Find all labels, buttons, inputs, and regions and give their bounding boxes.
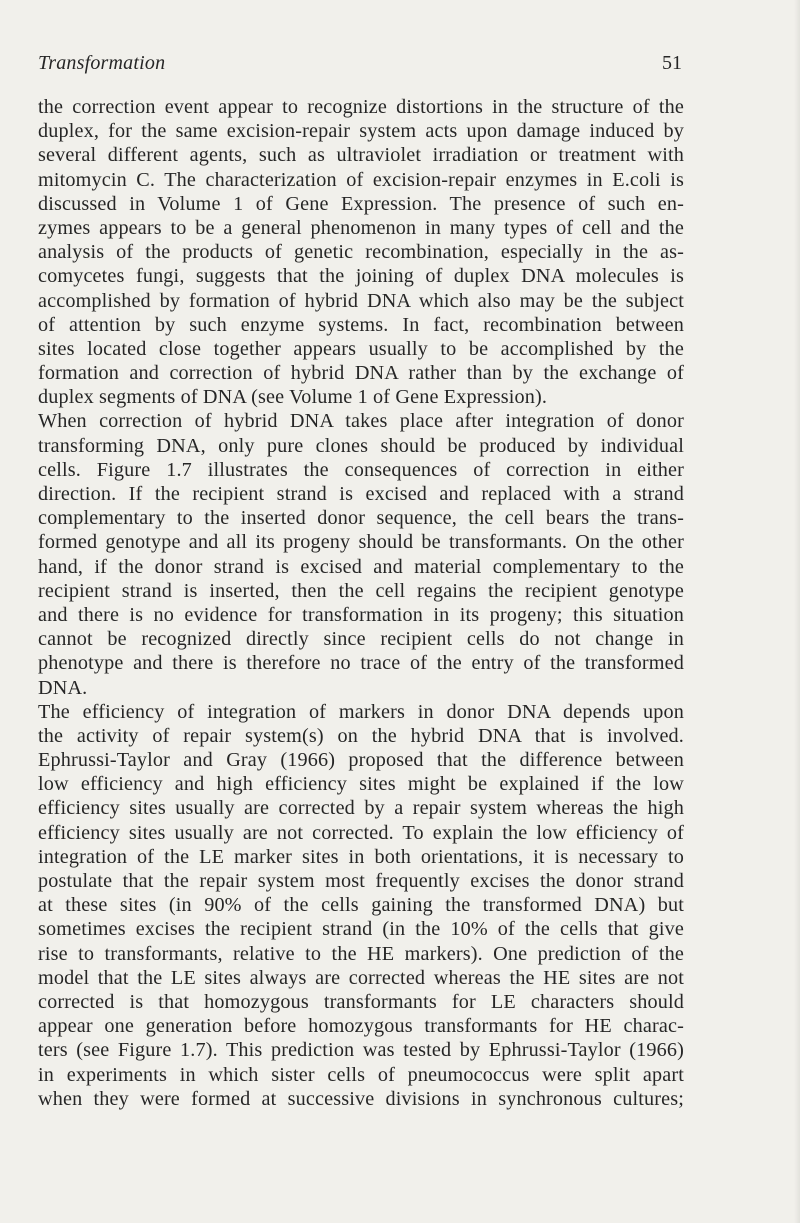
text-line: zymes appears to be a general phenomenon in many types of cell and the bbox=[38, 216, 684, 239]
running-head bbox=[38, 52, 682, 78]
text-line: efficiency sites usually are corrected by a repair system whereas the high bbox=[38, 797, 684, 820]
text-line: mitomycin C. The characterization of excision-repair enzymes in E.coli is bbox=[38, 168, 684, 191]
text-line: analysis of the products of genetic recombination, especially in the as- bbox=[38, 241, 684, 264]
text-line: low efficiency and high efficiency sites might be explained if the low bbox=[38, 773, 684, 796]
text-line: corrected is that homozygous transformants for LE characters should bbox=[38, 990, 684, 1013]
page-number: 51 bbox=[662, 52, 682, 74]
text-line: cannot be recognized directly since recipient cells do not change in bbox=[38, 628, 684, 651]
text-line: rise to transformants, relative to the HE markers). One prediction of the bbox=[38, 942, 684, 965]
text-line: ters (see Figure 1.7). This prediction was tested by Ephrussi-Taylor (1966) bbox=[38, 1039, 684, 1062]
text-line: discussed in Volume 1 of Gene Expression. The presence of such en- bbox=[38, 192, 684, 215]
text-line: recipient strand is inserted, then the cell regains the recipient genotype bbox=[38, 579, 684, 602]
text-line: the correction event appear to recognize distortions in the structure of the bbox=[38, 96, 684, 118]
text-line: DNA. bbox=[38, 676, 88, 699]
text-line: phenotype and there is therefore no trace of the entry of the transformed bbox=[38, 652, 684, 675]
text-line: sometimes excises the recipient strand (in the 10% of the cells that give bbox=[38, 918, 684, 941]
text-line: duplex segments of DNA (see Volume 1 of Gene Expression). bbox=[38, 386, 548, 409]
text-line: model that the LE sites always are corrected whereas the HE sites are not bbox=[38, 966, 684, 989]
text-line: of attention by such enzyme systems. In fact, recombination between bbox=[38, 313, 684, 336]
text-line: formation and correction of hybrid DNA rather than by the exchange of bbox=[38, 362, 684, 385]
text-line: postulate that the repair system most frequently excises the donor strand bbox=[38, 870, 684, 892]
paragraph-first-line: The efficiency of integration of markers in donor DNA depends upon bbox=[38, 700, 684, 723]
text-line: formed genotype and all its progeny should be transformants. On the other bbox=[38, 531, 684, 554]
text-line: at these sites (in 90% of the cells gaining the transformed DNA) but bbox=[38, 894, 684, 917]
text-line: comycetes fungi, suggests that the joining of duplex DNA molecules is bbox=[38, 265, 684, 288]
paragraph-first-line: When correction of hybrid DNA takes place after integration of donor bbox=[38, 410, 684, 433]
text-line: transforming DNA, only pure clones should be produced by individual bbox=[38, 434, 684, 457]
text-line: when they were formed at successive divisions in synchronous cultures; bbox=[38, 1087, 684, 1110]
text-line: sites located close together appears usually to be accomplished by the bbox=[38, 337, 684, 360]
text-line: the activity of repair system(s) on the hybrid DNA that is involved. bbox=[38, 724, 684, 747]
text-line: accomplished by formation of hybrid DNA which also may be the subject bbox=[38, 289, 684, 312]
body-text bbox=[38, 95, 684, 1111]
text-line: efficiency sites usually are not corrected. To explain the low efficiency of bbox=[38, 821, 684, 844]
page-edge-shadow bbox=[794, 0, 800, 1223]
text-line: Ephrussi-Taylor and Gray (1966) proposed that the difference between bbox=[38, 749, 684, 772]
text-line: direction. If the recipient strand is excised and replaced with a strand bbox=[38, 483, 684, 505]
text-line: in experiments in which sister cells of pneumococcus were split apart bbox=[38, 1063, 684, 1086]
text-line: hand, if the donor strand is excised and material complementary to the bbox=[38, 555, 684, 578]
text-line: and there is no evidence for transformation in its progeny; this situation bbox=[38, 603, 684, 626]
text-line: several different agents, such as ultraviolet irradiation or treatment with bbox=[38, 144, 684, 167]
text-line: duplex, for the same excision-repair system acts upon damage induced by bbox=[38, 120, 684, 143]
text-line: cells. Figure 1.7 illustrates the consequences of correction in either bbox=[38, 458, 684, 481]
text-line: appear one generation before homozygous transformants for HE charac- bbox=[38, 1015, 684, 1038]
text-line: integration of the LE marker sites in both orientations, it is necessary to bbox=[38, 845, 684, 868]
running-title: Transformation bbox=[38, 52, 166, 74]
text-line: complementary to the inserted donor sequence, the cell bears the trans- bbox=[38, 507, 684, 530]
